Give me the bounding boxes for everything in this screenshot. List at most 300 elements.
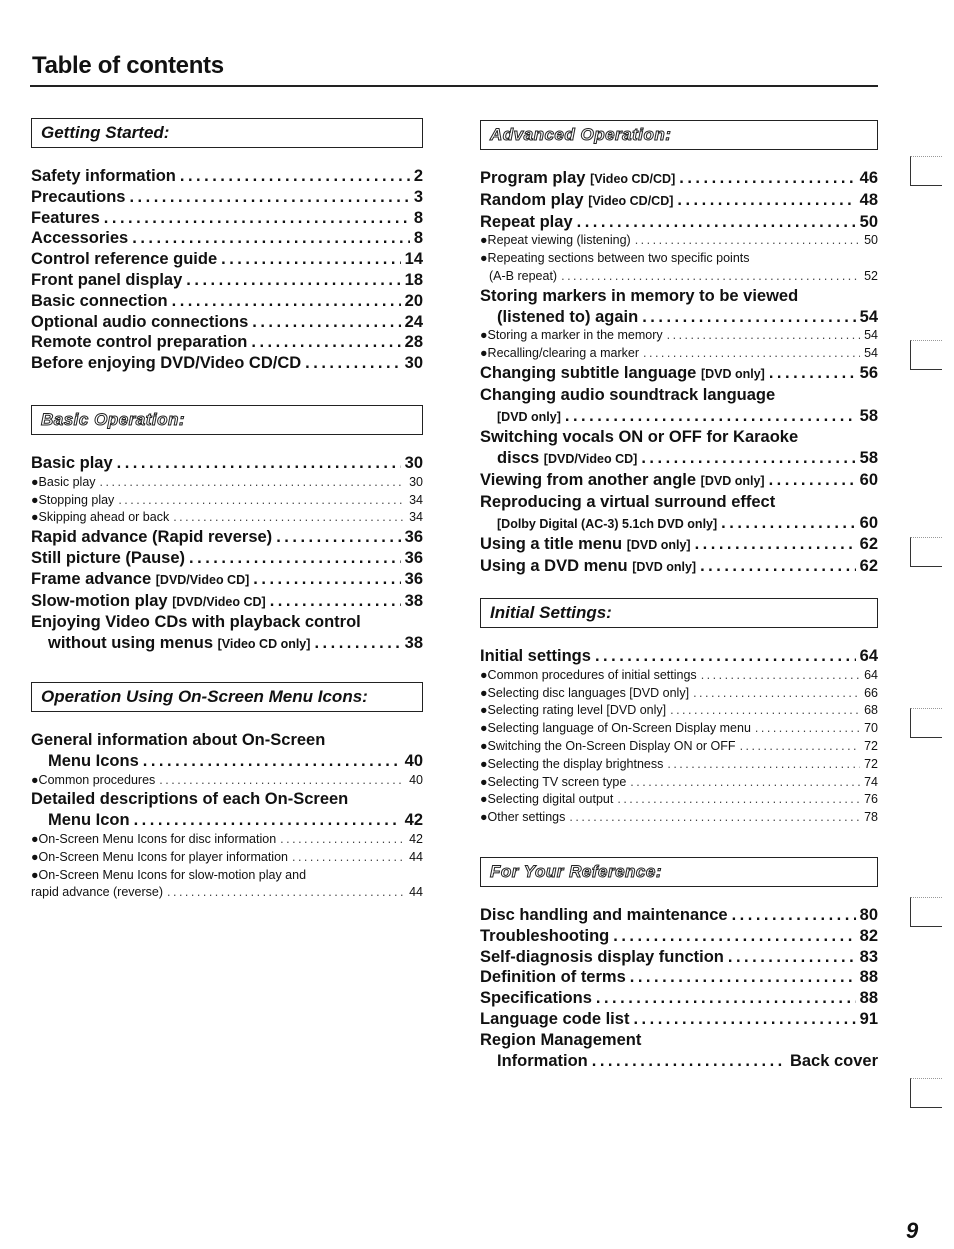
- entry-title-text: Viewing from another angle: [480, 470, 697, 489]
- toc-entry-line1[interactable]: [480, 492, 878, 513]
- leader-dots: [732, 905, 856, 926]
- section-basic-operation: [31, 405, 423, 655]
- entry-title: Basic connection: [31, 291, 168, 310]
- section-heading: Getting Started:: [41, 123, 170, 142]
- toc-entry[interactable]: [480, 988, 878, 1009]
- toc-subentry[interactable]: [480, 756, 878, 774]
- toc-entry-line1[interactable]: [480, 286, 878, 307]
- entry-page: 60: [859, 513, 878, 532]
- toc-entry-line1[interactable]: [480, 1030, 878, 1051]
- entry-title: Basic play: [31, 454, 113, 472]
- toc-subentry[interactable]: [480, 809, 878, 827]
- entry-title: Precautions: [31, 187, 126, 206]
- entry-title: Rapid advance (Rapid reverse): [31, 528, 273, 547]
- entry-title: Accessories: [31, 229, 129, 248]
- toc-subentry[interactable]: [480, 791, 878, 809]
- subentry-page: 44: [409, 849, 423, 864]
- entry-page: 58: [859, 449, 878, 468]
- leader-dots: [769, 470, 856, 491]
- subentry-title: ●On-Screen Menu Icons for player information: [31, 849, 288, 864]
- subentry-title: ●Basic play: [31, 474, 96, 489]
- entry-title: Menu Icon: [48, 811, 130, 830]
- entry-title-text: Changing subtitle language: [480, 363, 697, 382]
- leader-dots: [280, 831, 405, 849]
- subentry-title: ●Storing a marker in the memory: [480, 328, 663, 343]
- leader-dots: [642, 307, 855, 328]
- leader-dots: [132, 228, 410, 249]
- toc-sublist-markers: [480, 327, 878, 363]
- entry-title-text: without using menus: [48, 634, 213, 653]
- toc-entry[interactable]: [31, 548, 423, 569]
- toc-subentry-line1[interactable]: [31, 867, 423, 885]
- subentry-title: ●On-Screen Menu Icons for disc information: [31, 831, 277, 846]
- entry-tag: [DVD only]: [632, 560, 697, 575]
- toc-entry[interactable]: [31, 527, 423, 548]
- subentry-page: 34: [409, 510, 423, 525]
- entry-page: 24: [404, 312, 423, 331]
- entry-title: Enjoying Video CDs with playback control: [31, 613, 361, 632]
- leader-dots: [569, 809, 860, 827]
- leader-dots: [667, 327, 860, 345]
- entry-title-text: Using a title menu: [480, 535, 623, 554]
- leader-dots: [700, 556, 856, 577]
- leader-dots: [701, 667, 860, 685]
- entry-tag: [DVD only]: [497, 409, 561, 424]
- entry-tag: [DVD only]: [700, 473, 765, 488]
- entry-tag: [Video CD only]: [217, 637, 311, 652]
- entry-tag: [DVD/Video CD]: [155, 572, 250, 587]
- subentry-page: 70: [864, 721, 878, 736]
- section-heading: Advanced Operation:: [490, 125, 672, 144]
- leader-dots: [670, 702, 860, 720]
- entry-title: Remote control preparation: [31, 333, 248, 352]
- toc-subentry[interactable]: [480, 232, 878, 250]
- leader-dots: [276, 527, 400, 548]
- leader-dots: [253, 569, 400, 590]
- entry-page: 82: [859, 926, 878, 945]
- leader-dots: [630, 967, 856, 988]
- entry-title-text: Program play: [480, 169, 586, 187]
- side-tab-marker: [910, 156, 942, 186]
- entry-page: 36: [404, 528, 423, 547]
- leader-dots: [561, 268, 860, 286]
- leader-dots: [667, 756, 860, 774]
- entry-page: 80: [859, 906, 878, 924]
- entry-page: 58: [859, 406, 878, 425]
- entry-title: [497, 406, 561, 428]
- entry-tag: [DVD only]: [700, 366, 765, 381]
- subentry-title: ●Common procedures: [31, 772, 156, 787]
- entry-title: Disc handling and maintenance: [480, 906, 728, 924]
- toc-entry[interactable]: [480, 168, 878, 190]
- leader-dots: [740, 738, 861, 756]
- toc-entry[interactable]: [480, 967, 878, 988]
- entry-page: 18: [404, 270, 423, 289]
- toc-subentry[interactable]: [31, 509, 423, 527]
- entry-title: (listened to) again: [497, 307, 639, 326]
- entry-title: Initial settings: [480, 647, 591, 665]
- subentry-page: 72: [864, 756, 878, 771]
- toc-entry[interactable]: [480, 212, 878, 233]
- entry-title: [31, 569, 249, 591]
- entry-title: Before enjoying DVD/Video CD/CD: [31, 354, 302, 373]
- toc-subentry-line1[interactable]: [480, 250, 878, 268]
- toc-entry[interactable]: [31, 270, 423, 291]
- subentry-title: ●Other settings: [480, 810, 566, 825]
- title-rule: [30, 85, 878, 87]
- side-tab-marker: [910, 340, 942, 370]
- toc-list-reference: [480, 905, 878, 1030]
- entry-title: [48, 633, 310, 655]
- entry-title: Reproducing a virtual surround effect: [480, 492, 776, 511]
- entry-page: 62: [859, 557, 878, 576]
- subentry-page: 50: [864, 233, 878, 248]
- subentry-page: 64: [864, 667, 878, 682]
- side-tab-marker: [910, 1078, 942, 1108]
- entry-title: [497, 513, 717, 535]
- subentry-page: 40: [409, 772, 423, 787]
- toc-subentry[interactable]: [31, 772, 423, 790]
- leader-dots: [592, 1051, 786, 1072]
- leader-dots: [186, 270, 400, 291]
- section-initial-settings: [480, 598, 878, 827]
- entry-page: 36: [404, 548, 423, 567]
- toc-entry[interactable]: [31, 332, 423, 353]
- toc-entry[interactable]: [480, 947, 878, 968]
- entry-title-text: Slow-motion play: [31, 591, 168, 610]
- subentry-title: ●Recalling/clearing a marker: [480, 346, 640, 361]
- leader-dots: [305, 353, 400, 374]
- entry-title: Switching vocals ON or OFF for Karaoke: [480, 428, 799, 447]
- side-tab-marker: [910, 897, 942, 927]
- entry-page: 50: [859, 212, 878, 231]
- toc-entry-line2[interactable]: [480, 1051, 878, 1072]
- entry-title: Menu Icons: [48, 751, 139, 770]
- subentry-title: ●Common procedures of initial settings: [480, 667, 697, 682]
- entry-page: 48: [859, 190, 878, 209]
- subentry-title: rapid advance (reverse): [31, 885, 164, 900]
- leader-dots: [314, 633, 400, 654]
- subentry-page: 76: [864, 792, 878, 807]
- toc-subentry[interactable]: [480, 738, 878, 756]
- toc-entry-line2[interactable]: [480, 513, 878, 535]
- leader-dots: [252, 312, 400, 333]
- entry-title: Changing audio soundtrack language: [480, 385, 776, 404]
- leader-dots: [596, 988, 856, 1009]
- subentry-page: 52: [864, 268, 878, 283]
- subentry-title: ●Selecting TV screen type: [480, 774, 627, 789]
- side-tab-marker: [910, 708, 942, 738]
- side-tab-marker: [910, 537, 942, 567]
- toc-entry-line1[interactable]: [31, 789, 423, 810]
- section-on-screen-menu: [31, 682, 423, 902]
- subentry-page: 42: [409, 831, 423, 846]
- toc-entry[interactable]: [480, 646, 878, 667]
- entry-page: 83: [859, 947, 878, 966]
- section-heading: Initial Settings:: [490, 603, 612, 622]
- entry-title: Self-diagnosis display function: [480, 947, 724, 966]
- leader-dots: [693, 685, 860, 703]
- leader-dots: [270, 591, 401, 612]
- leader-dots: [635, 232, 860, 250]
- entry-title: [480, 470, 765, 492]
- toc-subentry[interactable]: [480, 667, 878, 685]
- entry-page: 14: [404, 250, 423, 269]
- entry-title-text: Using a DVD menu: [480, 557, 628, 576]
- entry-title: Specifications: [480, 989, 592, 1008]
- entry-page: 38: [404, 634, 423, 653]
- entry-page: 8: [413, 208, 423, 227]
- leader-dots: [728, 947, 856, 968]
- leader-dots: [565, 406, 856, 427]
- subentry-title: ●Selecting language of On-Screen Display menu: [480, 721, 751, 736]
- toc-sublist-detailed: [31, 831, 423, 867]
- entry-page: 20: [404, 291, 423, 310]
- entry-tag: [DVD/Video CD]: [172, 594, 266, 609]
- entry-page: 64: [859, 647, 878, 665]
- entry-page: 8: [413, 229, 423, 248]
- entry-title: Repeat play: [480, 212, 573, 231]
- subentry-page: 66: [864, 685, 878, 700]
- leader-dots: [134, 810, 401, 831]
- entry-page: 56: [859, 363, 878, 382]
- entry-title: [480, 190, 673, 212]
- toc-subentry[interactable]: [31, 849, 423, 867]
- toc-entry-line2[interactable]: [480, 307, 878, 328]
- leader-dots: [633, 1009, 855, 1030]
- entry-page: 36: [404, 569, 423, 588]
- subentry-title: ●Stopping play: [31, 492, 115, 507]
- toc-entry[interactable]: [31, 166, 423, 187]
- toc-entry[interactable]: [31, 453, 423, 474]
- leader-dots: [118, 492, 405, 510]
- section-heading: Basic Operation:: [41, 410, 186, 429]
- entry-page: 38: [404, 591, 423, 610]
- leader-dots: [595, 646, 856, 667]
- leader-dots: [721, 513, 855, 534]
- subentry-title: ●Switching the On-Screen Display ON or OFF: [480, 738, 736, 753]
- leader-dots: [630, 774, 860, 792]
- leader-dots: [617, 791, 860, 809]
- leader-dots: [755, 720, 860, 738]
- subentry-title: ●Selecting rating level [DVD only]: [480, 703, 667, 718]
- toc-subentry[interactable]: [480, 345, 878, 363]
- toc-entry-line1[interactable]: [31, 730, 423, 751]
- toc-entry[interactable]: [480, 470, 878, 492]
- entry-page: 40: [404, 751, 423, 770]
- subentry-page: 54: [864, 328, 878, 343]
- toc-entry[interactable]: [480, 926, 878, 947]
- leader-dots: [143, 751, 401, 772]
- section-header-reference: [480, 857, 878, 887]
- entry-page: 62: [859, 535, 878, 554]
- toc-entry-line2[interactable]: [31, 751, 423, 772]
- toc-subentry[interactable]: [480, 720, 878, 738]
- toc-subentry[interactable]: [480, 774, 878, 792]
- toc-entry[interactable]: [480, 556, 878, 578]
- leader-dots: [769, 363, 856, 384]
- leader-dots: [167, 884, 405, 902]
- entry-title: Features: [31, 208, 100, 227]
- toc-entry[interactable]: [480, 905, 878, 926]
- entry-tag: [Video CD/CD]: [588, 193, 674, 208]
- entry-tag: [Dolby Digital (AC-3) 5.1ch DVD only]: [497, 516, 718, 531]
- leader-dots: [292, 849, 405, 867]
- section-header-getting-started: [31, 118, 423, 148]
- leader-dots: [172, 291, 401, 312]
- subentry-title: ●Repeat viewing (listening): [480, 233, 631, 248]
- toc-subentry-line2[interactable]: [31, 884, 423, 902]
- section-header-initial-settings: [480, 598, 878, 628]
- toc-entry[interactable]: [31, 353, 423, 374]
- entry-page: 2: [413, 167, 423, 185]
- toc-entry[interactable]: [31, 228, 423, 249]
- toc-entry-line2[interactable]: [480, 448, 878, 470]
- toc-subentry[interactable]: [31, 474, 423, 492]
- leader-dots: [173, 509, 405, 527]
- subentry-page: 34: [409, 492, 423, 507]
- toc-entry-line2[interactable]: [480, 406, 878, 428]
- entry-tag: [DVD only]: [626, 538, 691, 553]
- leader-dots: [159, 772, 405, 790]
- subentry-title: ●Skipping ahead or back: [31, 510, 170, 525]
- leader-dots: [251, 332, 400, 353]
- entry-title-text: Random play: [480, 190, 584, 209]
- entry-page: 54: [859, 307, 878, 326]
- entry-title: Language code list: [480, 1009, 630, 1028]
- leader-dots: [577, 212, 856, 233]
- toc-entry[interactable]: [480, 190, 878, 212]
- toc-subentry[interactable]: [480, 327, 878, 345]
- entry-page: 60: [859, 470, 878, 489]
- subentry-page: 30: [409, 474, 423, 489]
- leader-dots: [679, 168, 855, 189]
- toc-entry[interactable]: [31, 208, 423, 229]
- toc-entry[interactable]: [31, 291, 423, 312]
- toc-entry-line2[interactable]: [31, 633, 423, 655]
- toc-entry[interactable]: [31, 312, 423, 333]
- entry-title-text: discs: [497, 449, 540, 468]
- entry-title: Detailed descriptions of each On-Screen: [31, 790, 349, 809]
- toc-sublist-general: [31, 772, 423, 790]
- toc-entry[interactable]: [480, 1009, 878, 1030]
- entry-page: 88: [859, 989, 878, 1008]
- entry-title: Optional audio connections: [31, 312, 249, 331]
- leader-dots: [104, 208, 410, 229]
- entry-page: 30: [404, 454, 423, 472]
- entry-page: 46: [859, 169, 878, 187]
- subentry-page: 68: [864, 703, 878, 718]
- leader-dots: [677, 190, 855, 211]
- leader-dots: [129, 187, 409, 208]
- section-advanced-operation: [480, 120, 878, 578]
- subentry-page: 44: [409, 885, 423, 900]
- entry-page: 30: [404, 354, 423, 373]
- toc-entry[interactable]: [31, 249, 423, 270]
- leader-dots: [180, 166, 410, 187]
- section-heading: For Your Reference:: [490, 862, 662, 881]
- toc-entry[interactable]: [480, 534, 878, 556]
- entry-tag: [Video CD/CD]: [590, 172, 676, 186]
- page-number: 9: [906, 1218, 919, 1243]
- toc-subentry-line2[interactable]: [480, 268, 878, 286]
- leader-dots: [189, 548, 401, 569]
- section-header-basic-operation: [31, 405, 423, 435]
- toc-entry-line2[interactable]: [31, 810, 423, 831]
- subentry-page: 78: [864, 810, 878, 825]
- subentry-title: ●Selecting digital output: [480, 792, 614, 807]
- entry-page: Back cover: [789, 1051, 878, 1070]
- entry-title: [31, 591, 266, 613]
- entry-page: 91: [859, 1009, 878, 1028]
- leader-dots: [695, 534, 856, 555]
- section-heading: Operation Using On-Screen Menu Icons:: [41, 687, 368, 706]
- page-title: Table of contents: [32, 52, 224, 79]
- toc-subentry[interactable]: [31, 831, 423, 849]
- subentry-title: (A-B repeat): [489, 268, 558, 283]
- entry-title-text: Frame advance: [31, 569, 152, 588]
- subentry-page: 74: [864, 774, 878, 789]
- entry-title: Safety information: [31, 167, 176, 185]
- section-header-advanced-operation: [480, 120, 878, 150]
- section-getting-started: [31, 118, 423, 374]
- toc-subentry[interactable]: [480, 702, 878, 720]
- entry-title: Troubleshooting: [480, 926, 610, 945]
- entry-page: 88: [859, 968, 878, 987]
- subentry-title: ●Selecting the display brightness: [480, 756, 664, 771]
- section-for-your-reference: [480, 857, 878, 1071]
- toc-entry[interactable]: [31, 187, 423, 208]
- entry-title: [480, 534, 691, 556]
- entry-title: [480, 556, 696, 578]
- toc-subentry[interactable]: [31, 492, 423, 510]
- entry-title: Control reference guide: [31, 250, 218, 269]
- subentry-page: 54: [864, 346, 878, 361]
- toc-entry-line1[interactable]: [480, 385, 878, 406]
- toc-entry[interactable]: [31, 591, 423, 613]
- toc-entry-line1[interactable]: [31, 612, 423, 633]
- toc-sublist-initial: [480, 667, 878, 827]
- toc-entry[interactable]: [480, 363, 878, 385]
- section-header-on-screen-menu: [31, 682, 423, 712]
- entry-title: [480, 168, 675, 190]
- entry-page: 3: [413, 187, 423, 206]
- subentry-page: 72: [864, 738, 878, 753]
- entry-page: 28: [404, 333, 423, 352]
- entry-title: [497, 448, 637, 470]
- entry-title: [480, 363, 765, 385]
- subentry-title: ●Repeating sections between two specific points: [480, 251, 750, 266]
- entry-title: Region Management: [480, 1030, 642, 1049]
- leader-dots: [613, 926, 855, 947]
- entry-title: Front panel display: [31, 270, 183, 289]
- subentry-title: ●On-Screen Menu Icons for slow-motion play and: [31, 867, 307, 882]
- entry-title: Definition of terms: [480, 968, 626, 987]
- toc-entry[interactable]: [31, 569, 423, 591]
- entry-page: 42: [404, 811, 423, 830]
- entry-tag: [DVD/Video CD]: [543, 452, 638, 467]
- toc-subentry[interactable]: [480, 685, 878, 703]
- entry-title: Storing markers in memory to be viewed: [480, 286, 799, 305]
- leader-dots: [100, 474, 406, 492]
- toc-entry-line1[interactable]: [480, 427, 878, 448]
- subentry-title: ●Selecting disc languages [DVD only]: [480, 685, 690, 700]
- leader-dots: [117, 453, 401, 474]
- toc-list-getting-started: [31, 166, 423, 374]
- leader-dots: [221, 249, 401, 270]
- toc-sublist-basic-play: [31, 474, 423, 527]
- entry-title: Still picture (Pause): [31, 548, 186, 567]
